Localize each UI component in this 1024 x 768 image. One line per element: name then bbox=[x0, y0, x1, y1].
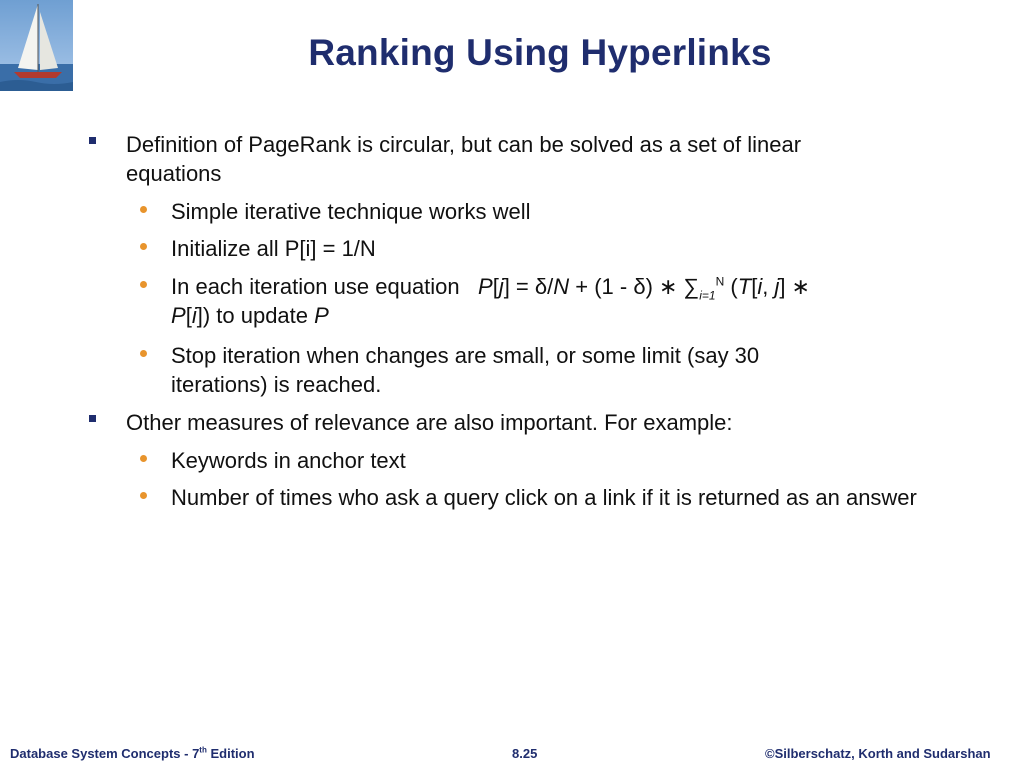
square-bullet-icon bbox=[89, 137, 96, 144]
bullet-other-measures: Other measures of relevance are also important. For example: bbox=[126, 410, 733, 435]
round-bullet-icon bbox=[140, 281, 147, 288]
bullet-click-count: Number of times who ask a query click on a link if it is returned as an answer bbox=[171, 485, 917, 510]
eq-comma: , bbox=[762, 274, 775, 299]
eq-j2: j bbox=[774, 274, 780, 299]
bullet-keywords: Keywords in anchor text bbox=[171, 448, 406, 473]
eq-sum-lower: i=1 bbox=[699, 288, 716, 303]
round-bullet-icon bbox=[140, 492, 147, 499]
bullet-stop-iteration: Stop iteration when changes are small, or some limit (say 30 iterations) is reached. bbox=[171, 343, 760, 397]
square-bullet-icon bbox=[89, 415, 96, 422]
eq-bracket: [ bbox=[751, 274, 758, 299]
slide-title: Ranking Using Hyperlinks bbox=[308, 32, 772, 73]
equation-prefix: In each iteration use equation bbox=[171, 274, 460, 299]
pagerank-equation: P[j] = δ/N + (1 - δ) ∗ $\sum_{i=1}^N$ (T[i, j] ∗ P[i]) bbox=[171, 274, 810, 328]
round-bullet-icon bbox=[140, 243, 147, 250]
footer-left bbox=[10, 746, 255, 761]
eq-open: ( bbox=[724, 274, 738, 299]
eq-t: T bbox=[737, 274, 752, 299]
footer-edition-sup: th bbox=[199, 745, 207, 755]
footer-copyright: ©Silberschatz, Korth and Sudarshan bbox=[765, 746, 991, 761]
eq-j: j bbox=[498, 274, 504, 299]
footer-edition: Edition bbox=[206, 746, 255, 761]
eq-sum-upper: N bbox=[715, 274, 725, 289]
eq-p: P bbox=[478, 274, 493, 299]
bullet-iterative-technique: Simple iterative technique works well bbox=[171, 199, 531, 224]
round-bullet-icon bbox=[140, 455, 147, 462]
round-bullet-icon bbox=[140, 350, 147, 357]
eq-close: ] ∗ bbox=[779, 274, 810, 299]
eq-p2: P bbox=[171, 303, 186, 328]
eq-close2: ]) bbox=[196, 303, 211, 328]
eq-n: N bbox=[553, 274, 570, 299]
eq-p3: P bbox=[314, 303, 329, 328]
footer-book-title: Database System Concepts - 7 bbox=[10, 746, 200, 761]
bullet-pagerank-definition: Definition of PageRank is circular, but can be solved as a set of linear equations bbox=[126, 132, 802, 186]
bullet-iteration-equation bbox=[171, 272, 891, 330]
eq-delta: ] = δ/ bbox=[503, 274, 554, 299]
sailboat-logo bbox=[0, 0, 73, 91]
round-bullet-icon bbox=[140, 206, 147, 213]
footer-page-number: 8.25 bbox=[512, 746, 538, 761]
eq-i2: i bbox=[191, 303, 197, 328]
eq-sum: + (1 - δ) ∗ ∑ bbox=[569, 274, 700, 299]
eq-i: i bbox=[757, 274, 763, 299]
equation-suffix: to update bbox=[210, 303, 315, 328]
bullet-initialize: Initialize all P[i] = 1/N bbox=[171, 236, 376, 261]
